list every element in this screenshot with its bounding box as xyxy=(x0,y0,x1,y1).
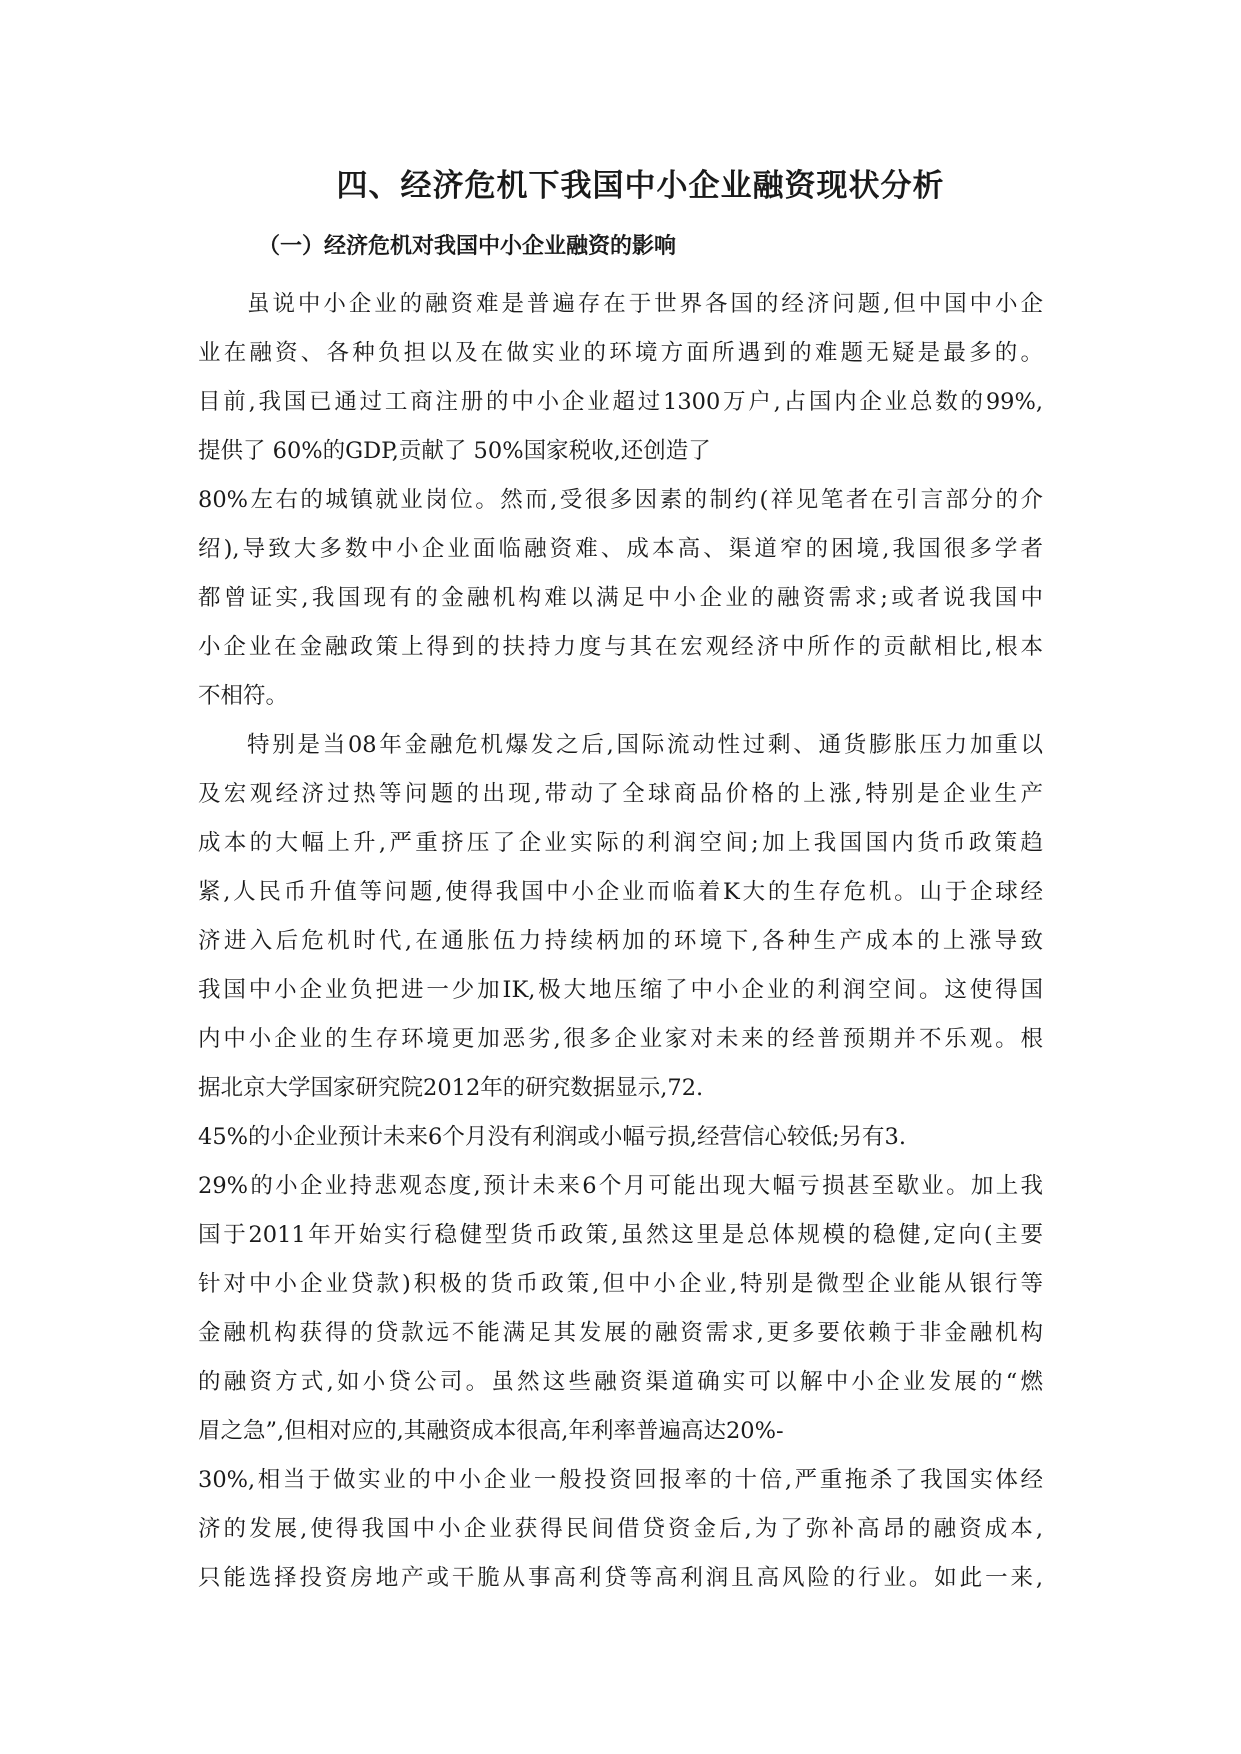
text-line: 80%左右的城镇就业岗位。然而,受很多因素的制约(祥见笔者在引言部分的介 xyxy=(198,487,1043,513)
text-line: 都曾证实,我国现有的金融机构难以满足中小企业的融资需求;或者说我国中 xyxy=(198,585,1043,611)
text-line: 金融机构获得的贷款远不能满足其发展的融资需求,更多要依赖于非金融机构 xyxy=(198,1320,1043,1346)
text-line: 目前,我国已通过工商注册的中小企业超过1300万户,占国内企业总数的99%, xyxy=(198,389,1043,415)
text-line: 据北京大学国家研究院2012年的研究数据显示,72. xyxy=(198,1075,704,1101)
text-line: 45%的小企业预计未来6个月没有利润或小幅亏损,经营信心较低;另有3. xyxy=(198,1124,907,1150)
text-line: 我国中小企业负把进一少加IK,极大地压缩了中小企业的利润空间。这使得国 xyxy=(198,977,1043,1003)
text-line: 只能选择投资房地产或干脆从事高利贷等高利润且高风险的行业。如此一来, xyxy=(198,1565,1043,1591)
text-line: 29%的小企业持悲观态度,预计未来6个月可能出现大幅亏损甚至歇业。加上我 xyxy=(198,1173,1043,1199)
text-line: 济进入后危机时代,在通胀伍力持续柄加的环境下,各种生产成本的上涨导致 xyxy=(198,928,1043,954)
subsection-title: （一）经济危机对我国中小企业融资的影响 xyxy=(258,234,677,259)
text-line: 提供了 60%的GDP,贡献了 50%国家税收,还创造了 xyxy=(198,438,711,464)
text-line: 内中小企业的生存环境更加恶劣,很多企业家对未来的经普预期并不乐观。根 xyxy=(198,1026,1043,1052)
text-line: 的融资方式,如小贷公司。虽然这些融资渠道确实可以解中小企业发展的“燃 xyxy=(198,1369,1043,1395)
text-line: 绍),导致大多数中小企业面临融资难、成本高、渠道窄的困境,我国很多学者 xyxy=(198,536,1043,562)
text-line: 及宏观经济过热等问题的出现,带动了全球商品价格的上涨,特别是企业生产 xyxy=(198,781,1043,807)
text-line: 小企业在金融政策上得到的扶持力度与其在宏观经济中所作的贡献相比,根本 xyxy=(198,634,1043,660)
text-line: 30%,相当于做实业的中小企业一般投资回报率的十倍,严重拖杀了我国实体经 xyxy=(198,1467,1043,1493)
text-line: 业在融资、各种负担以及在做实业的环境方面所遇到的难题无疑是最多的。 xyxy=(198,340,1043,366)
text-line: 紧,人民币升值等问题,使得我国中小企业而临着K大的生存危机。山于企球经 xyxy=(198,879,1043,905)
text-line: 针对中小企业贷款)积极的货币政策,但中小企业,特别是微型企业能从银行等 xyxy=(198,1271,1043,1297)
text-line: 国于2011年开始实行稳健型货币政策,虽然这里是总体规模的稳健,定向(主要 xyxy=(198,1222,1043,1248)
text-line: 成本的大幅上升,严重挤压了企业实际的利润空间;加上我国国内货币政策趋 xyxy=(198,830,1043,856)
text-line: 济的发展,使得我国中小企业获得民间借贷资金后,为了弥补高昂的融资成本, xyxy=(198,1516,1043,1542)
text-line: 特别是当08年金融危机爆发之后,国际流动性过剩、通货膨胀压力加重以 xyxy=(247,732,1043,758)
section-title: 四、经济危机下我国中小企业融资现状分析 xyxy=(336,168,945,204)
text-line: 眉之急”,但相对应的,其融资成本很高,年利率普遍高达20%- xyxy=(198,1418,784,1444)
body-text xyxy=(198,280,1043,1603)
text-line: 不相符。 xyxy=(198,683,289,709)
text-line: 虽说中小企业的融资难是普遍存在于世界各国的经济问题,但中国中小企 xyxy=(247,291,1043,317)
